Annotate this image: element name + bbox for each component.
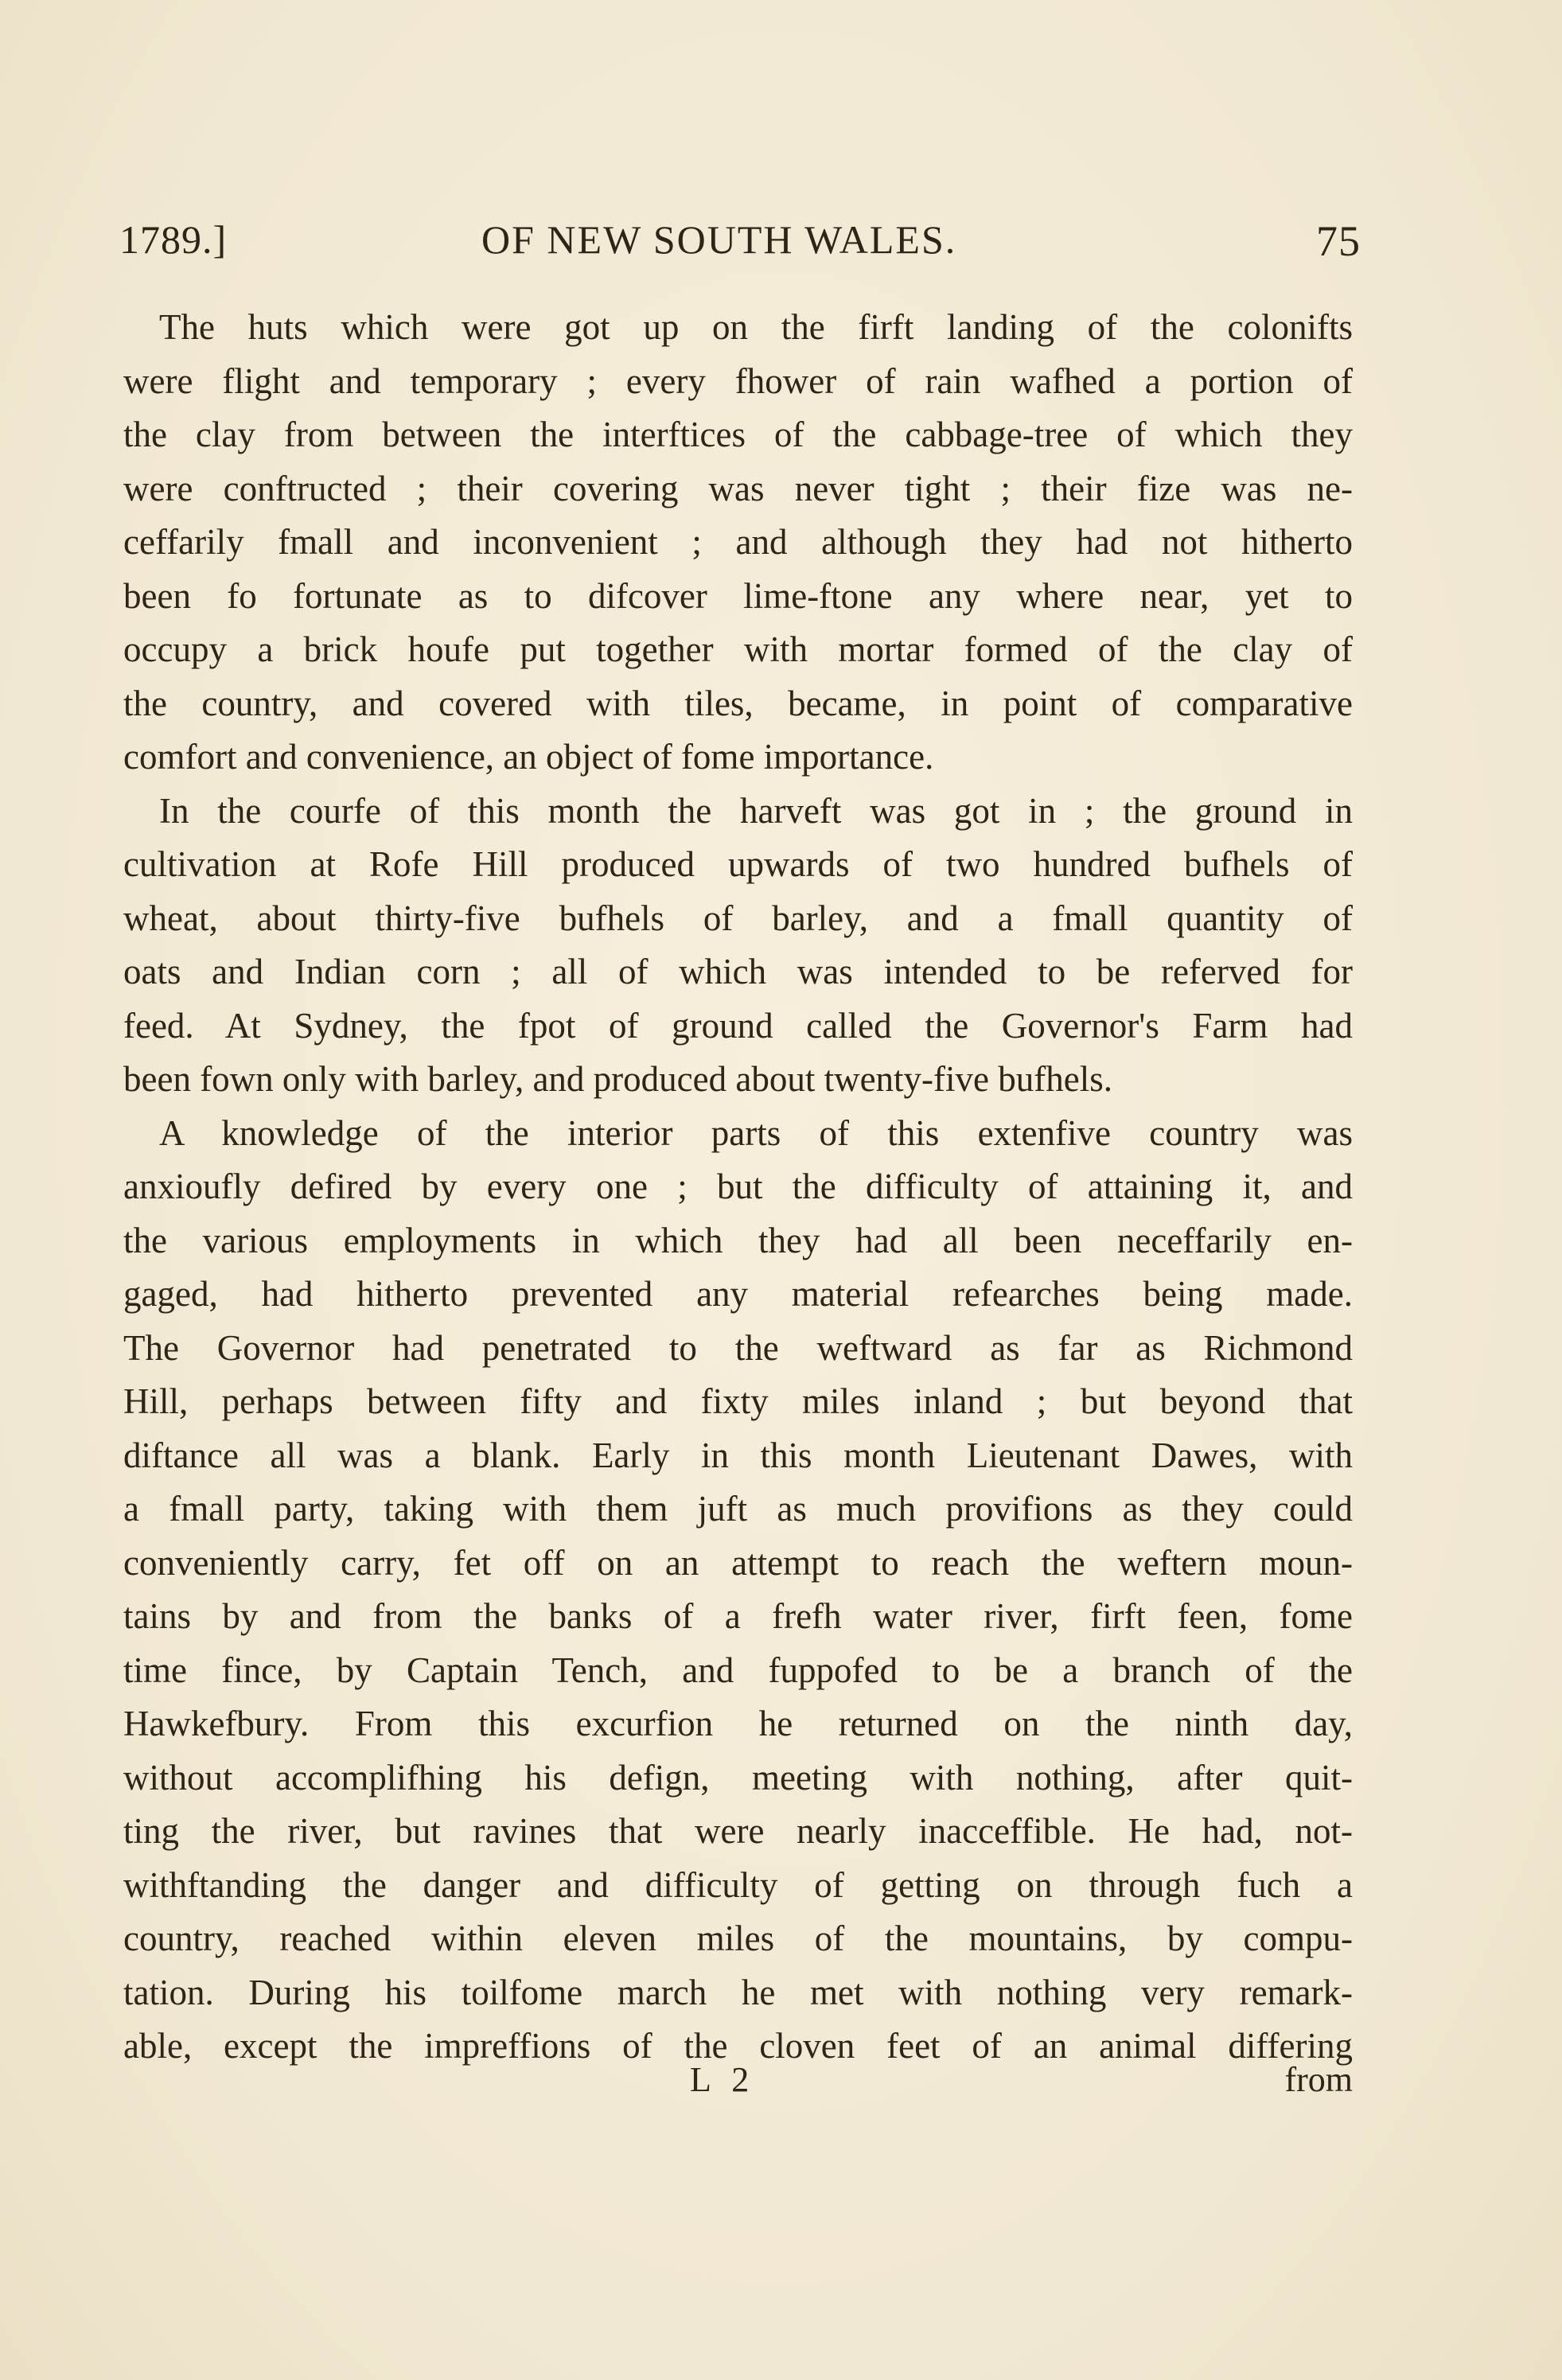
text-line: country, reached within eleven miles of the mountains, by compu- <box>123 1918 1353 1958</box>
paragraph-huts <box>123 301 1353 785</box>
text-line: conveniently carry, fet off on an attempt to reach the weftern moun- <box>123 1542 1353 1583</box>
text-line: a fmall party, taking with them juft as much provifions as they could <box>123 1489 1353 1529</box>
text-line: The huts which were got up on the firft landing of the colonifts <box>159 307 1353 347</box>
text-line: ceffarily fmall and inconvenient ; and although they had not hitherto <box>123 522 1353 562</box>
text-line: been fo fortunate as to difcover lime-ftone any where near, yet to <box>123 575 1353 616</box>
text-line: anxioufly defired by every one ; but the difficulty of attaining it, and <box>123 1167 1353 1206</box>
running-head <box>119 216 1361 272</box>
text-line: feed. At Sydney, the fpot of ground called the Governor's Farm had <box>123 1005 1353 1046</box>
text-line: Hill, perhaps between fifty and fixty miles inland ; but beyond that <box>123 1381 1353 1421</box>
text-line: The Governor had penetrated to the weftward as far as Richmond <box>123 1327 1353 1368</box>
text-line: the clay from between the interftices of the cabbage-tree of which they <box>123 415 1353 454</box>
body-text <box>123 301 1353 2074</box>
text-line: tation. During his toilfome march he met with nothing very remark- <box>123 1972 1353 2012</box>
text-line: tains by and from the banks of a frefh water river, firft feen, fome <box>123 1596 1353 1636</box>
text-line: were conftructed ; their covering was never tight ; their fize was ne- <box>123 468 1353 508</box>
paragraph-interior <box>123 1107 1353 2074</box>
text-line: ting the river, but ravines that were nearly inacceffible. He had, not- <box>123 1811 1353 1851</box>
text-line: time fince, by Captain Tench, and fuppofed to be a branch of the <box>123 1650 1353 1690</box>
text-line: been fown only with barley, and produced about twenty-five bufhels. <box>123 1059 1112 1099</box>
text-line: were flight and temporary ; every fhower of rain wafhed a portion of <box>123 360 1353 401</box>
text-line: oats and Indian corn ; all of which was intended to be referved for <box>123 952 1353 991</box>
text-line: In the courfe of this month the harveft was got in ; the ground in <box>159 790 1353 831</box>
catchword: from <box>1284 2060 1353 2099</box>
text-line: A knowledge of the interior parts of this extenfive country was <box>159 1112 1353 1153</box>
text-line: diftance all was a blank. Early in this month Lieutenant Dawes, with <box>123 1435 1353 1475</box>
text-line: occupy a brick houfe put together with mortar formed of the clay of <box>123 629 1353 669</box>
paragraph-harvest <box>123 785 1353 1107</box>
text-line: able, except the impreffions of the cloven feet of an animal differing <box>123 2026 1353 2066</box>
text-line: gaged, had hitherto prevented any material refearches being made. <box>123 1274 1353 1314</box>
text-line: Hawkefbury. From this excurfion he returned on the ninth day, <box>123 1704 1353 1743</box>
running-title: OF NEW SOUTH WALES. <box>481 217 957 262</box>
text-line: wheat, about thirty-five bufhels of barley, and a fmall quantity of <box>123 898 1353 938</box>
text-line: without accomplifhing his defign, meeting with nothing, after quit- <box>123 1757 1353 1798</box>
text-line: cultivation at Rofe Hill produced upwards of two hundred bufhels of <box>123 844 1353 884</box>
text-line: the country, and covered with tiles, became, in point of comparative <box>123 683 1353 723</box>
header-year: 1789.] <box>119 217 228 262</box>
page-number: 75 <box>1316 217 1361 265</box>
page-footer <box>123 2059 1353 2107</box>
text-line: withftanding the danger and difficulty of getting on through fuch a <box>123 1864 1353 1905</box>
text-line: comfort and convenience, an object of fome importance. <box>123 737 934 777</box>
text-line: the various employments in which they had all been neceffarily en- <box>123 1220 1353 1260</box>
signature-mark: L 2 <box>690 2060 756 2099</box>
